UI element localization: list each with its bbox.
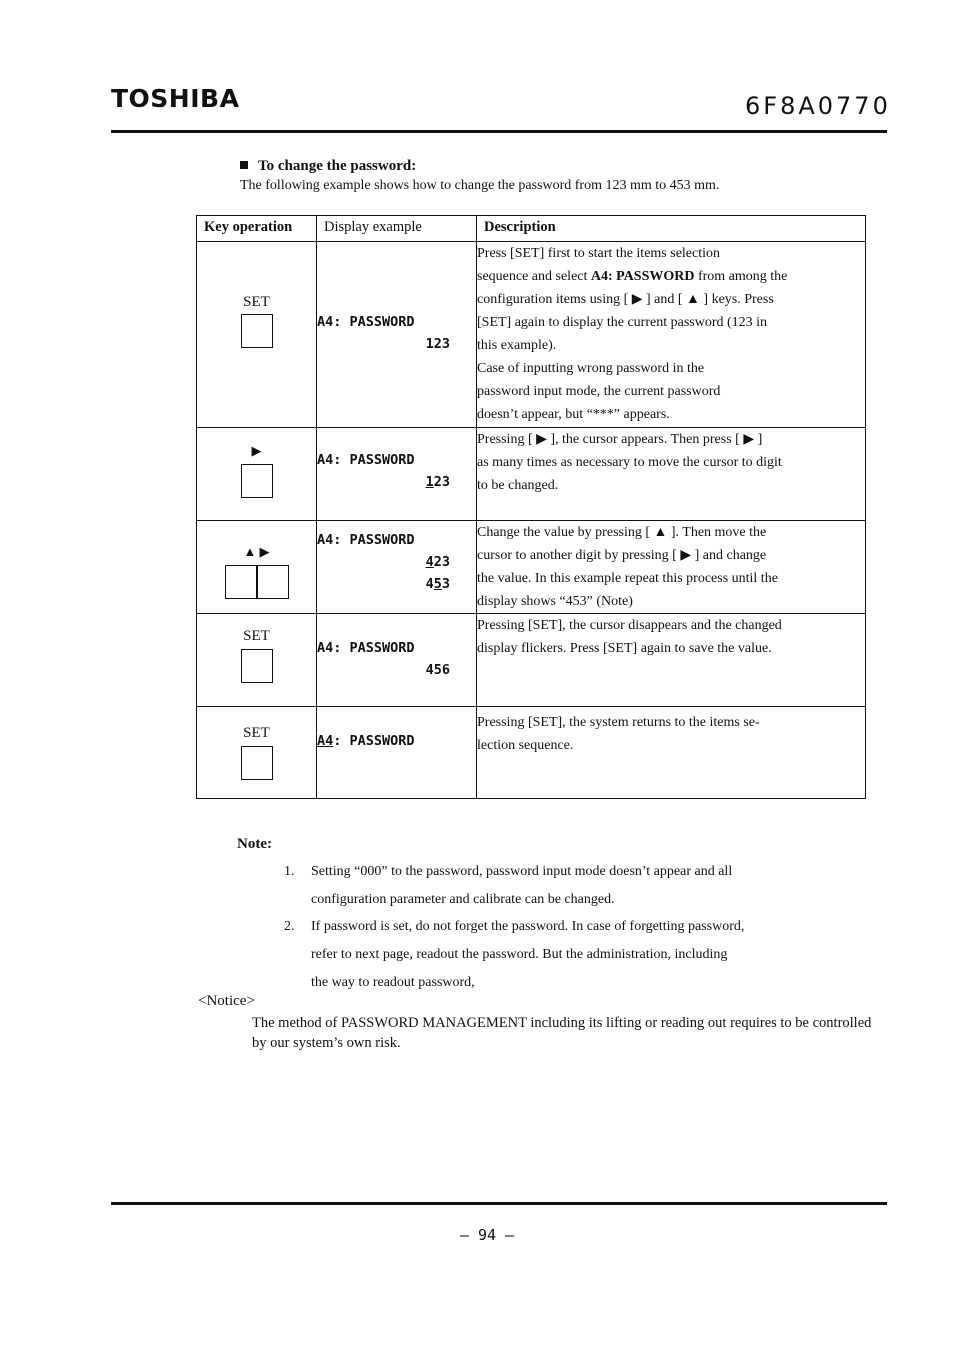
table-row <box>197 707 866 799</box>
display-cell <box>317 242 477 428</box>
key-cell <box>197 242 317 428</box>
display-line: A4: PASSWORD <box>317 314 415 330</box>
up-key-icon <box>225 565 257 599</box>
notice-title: <Notice> <box>198 993 255 1009</box>
document-number: 6F8A0770 <box>745 92 891 120</box>
description-line: [SET] again to display the current password (123 in <box>477 315 768 330</box>
description-line: to be changed. <box>477 478 559 493</box>
note-line: refer to next page, readout the password. But the administration, including <box>311 947 728 962</box>
column-header-description: Description <box>477 216 866 242</box>
description-line: Pressing [SET], the cursor disappears and the changed <box>477 618 782 633</box>
key-cell <box>197 614 317 707</box>
key-label: SET <box>243 628 270 644</box>
display-cell <box>317 521 477 614</box>
note-number: 1. <box>284 864 295 879</box>
description-line: lection sequence. <box>477 738 574 753</box>
description-line: as many times as necessary to move the cursor to digit <box>477 455 782 470</box>
right-key-icon <box>257 565 289 599</box>
description-line: Press [SET] first to start the items selection <box>477 246 721 261</box>
key-label: SET <box>243 294 270 310</box>
table-row <box>197 614 866 707</box>
description-line: sequence and select A4: PASSWORD from among the <box>477 269 788 284</box>
table-row <box>197 428 866 521</box>
description-line: Pressing [ ▶ ], the cursor appears. Then press [ ▶ ] <box>477 432 763 447</box>
description-line: configuration items using [ ▶ ] and [ ▲ ] keys. Press <box>477 292 774 307</box>
section-heading: To change the password: <box>240 158 416 175</box>
description-line: Case of inputting wrong password in the <box>477 361 705 376</box>
display-line: A4: PASSWORD <box>317 532 415 548</box>
key-cell <box>197 707 317 799</box>
display-value: 123 <box>425 336 450 352</box>
brand-logo: TOSHIBA <box>111 84 240 113</box>
section-intro: The following example shows how to change the password from 123 mm to 453 mm. <box>240 178 720 193</box>
display-value: 123 <box>425 474 450 490</box>
key-cell <box>197 521 317 614</box>
header-rule <box>111 130 887 133</box>
display-value: 453 <box>425 576 450 592</box>
description-cell <box>477 614 866 707</box>
column-header-display: Display example <box>317 216 477 242</box>
notice-body: The method of PASSWORD MANAGEMENT including its lifting or reading out requires to be controlled by our system’s own risk. <box>252 1015 872 1051</box>
display-cell <box>317 707 477 799</box>
right-arrow-icon: ▶ <box>251 443 262 458</box>
set-key-icon <box>241 746 273 780</box>
description-cell <box>477 521 866 614</box>
table-header-row <box>197 216 866 242</box>
right-key-icon <box>241 464 273 498</box>
up-right-arrows-icon: ▲ ▶ <box>243 544 270 559</box>
key-label: SET <box>243 725 270 741</box>
description-line: this example). <box>477 338 557 353</box>
note-number: 2. <box>284 919 295 934</box>
note-line: If password is set, do not forget the password. In case of forgetting password, <box>311 919 745 934</box>
description-cell <box>477 242 866 428</box>
set-key-icon <box>241 649 273 683</box>
description-line: password input mode, the current password <box>477 384 721 399</box>
note-item <box>284 858 871 914</box>
table-row <box>197 521 866 614</box>
description-line: doesn’t appear, but “***” appears. <box>477 407 670 422</box>
note-line: Setting “000” to the password, password input mode doesn’t appear and all <box>311 864 733 879</box>
display-line: A4: PASSWORD <box>317 452 415 468</box>
display-cell <box>317 614 477 707</box>
description-cell <box>477 428 866 521</box>
description-line: cursor to another digit by pressing [ ▶ ] and change <box>477 548 767 563</box>
description-line: Change the value by pressing [ ▲ ]. Then move the <box>477 525 767 540</box>
display-cell <box>317 428 477 521</box>
description-cell <box>477 707 866 799</box>
table-row <box>197 242 866 428</box>
description-line: display flickers. Press [SET] again to save the value. <box>477 641 772 656</box>
description-line: display shows “453” (Note) <box>477 594 633 609</box>
bullet-square-icon <box>240 161 248 169</box>
footer-rule <box>111 1202 887 1205</box>
key-operation-table <box>196 215 866 799</box>
display-value: 423 <box>425 554 450 570</box>
page-number: – 94 – <box>459 1226 515 1244</box>
key-cell <box>197 428 317 521</box>
display-line: A4: PASSWORD <box>317 640 415 656</box>
display-value: 456 <box>425 662 450 678</box>
note-item <box>284 913 871 997</box>
note-line: configuration parameter and calibrate can be changed. <box>311 892 615 907</box>
note-line: the way to readout password, <box>311 975 475 990</box>
display-line: A4: PASSWORD <box>317 733 415 749</box>
set-key-icon <box>241 314 273 348</box>
note-title: Note: <box>237 836 272 852</box>
description-line: Pressing [SET], the system returns to the items se- <box>477 715 760 730</box>
column-header-key: Key operation <box>197 216 317 242</box>
description-line: the value. In this example repeat this process until the <box>477 571 778 586</box>
